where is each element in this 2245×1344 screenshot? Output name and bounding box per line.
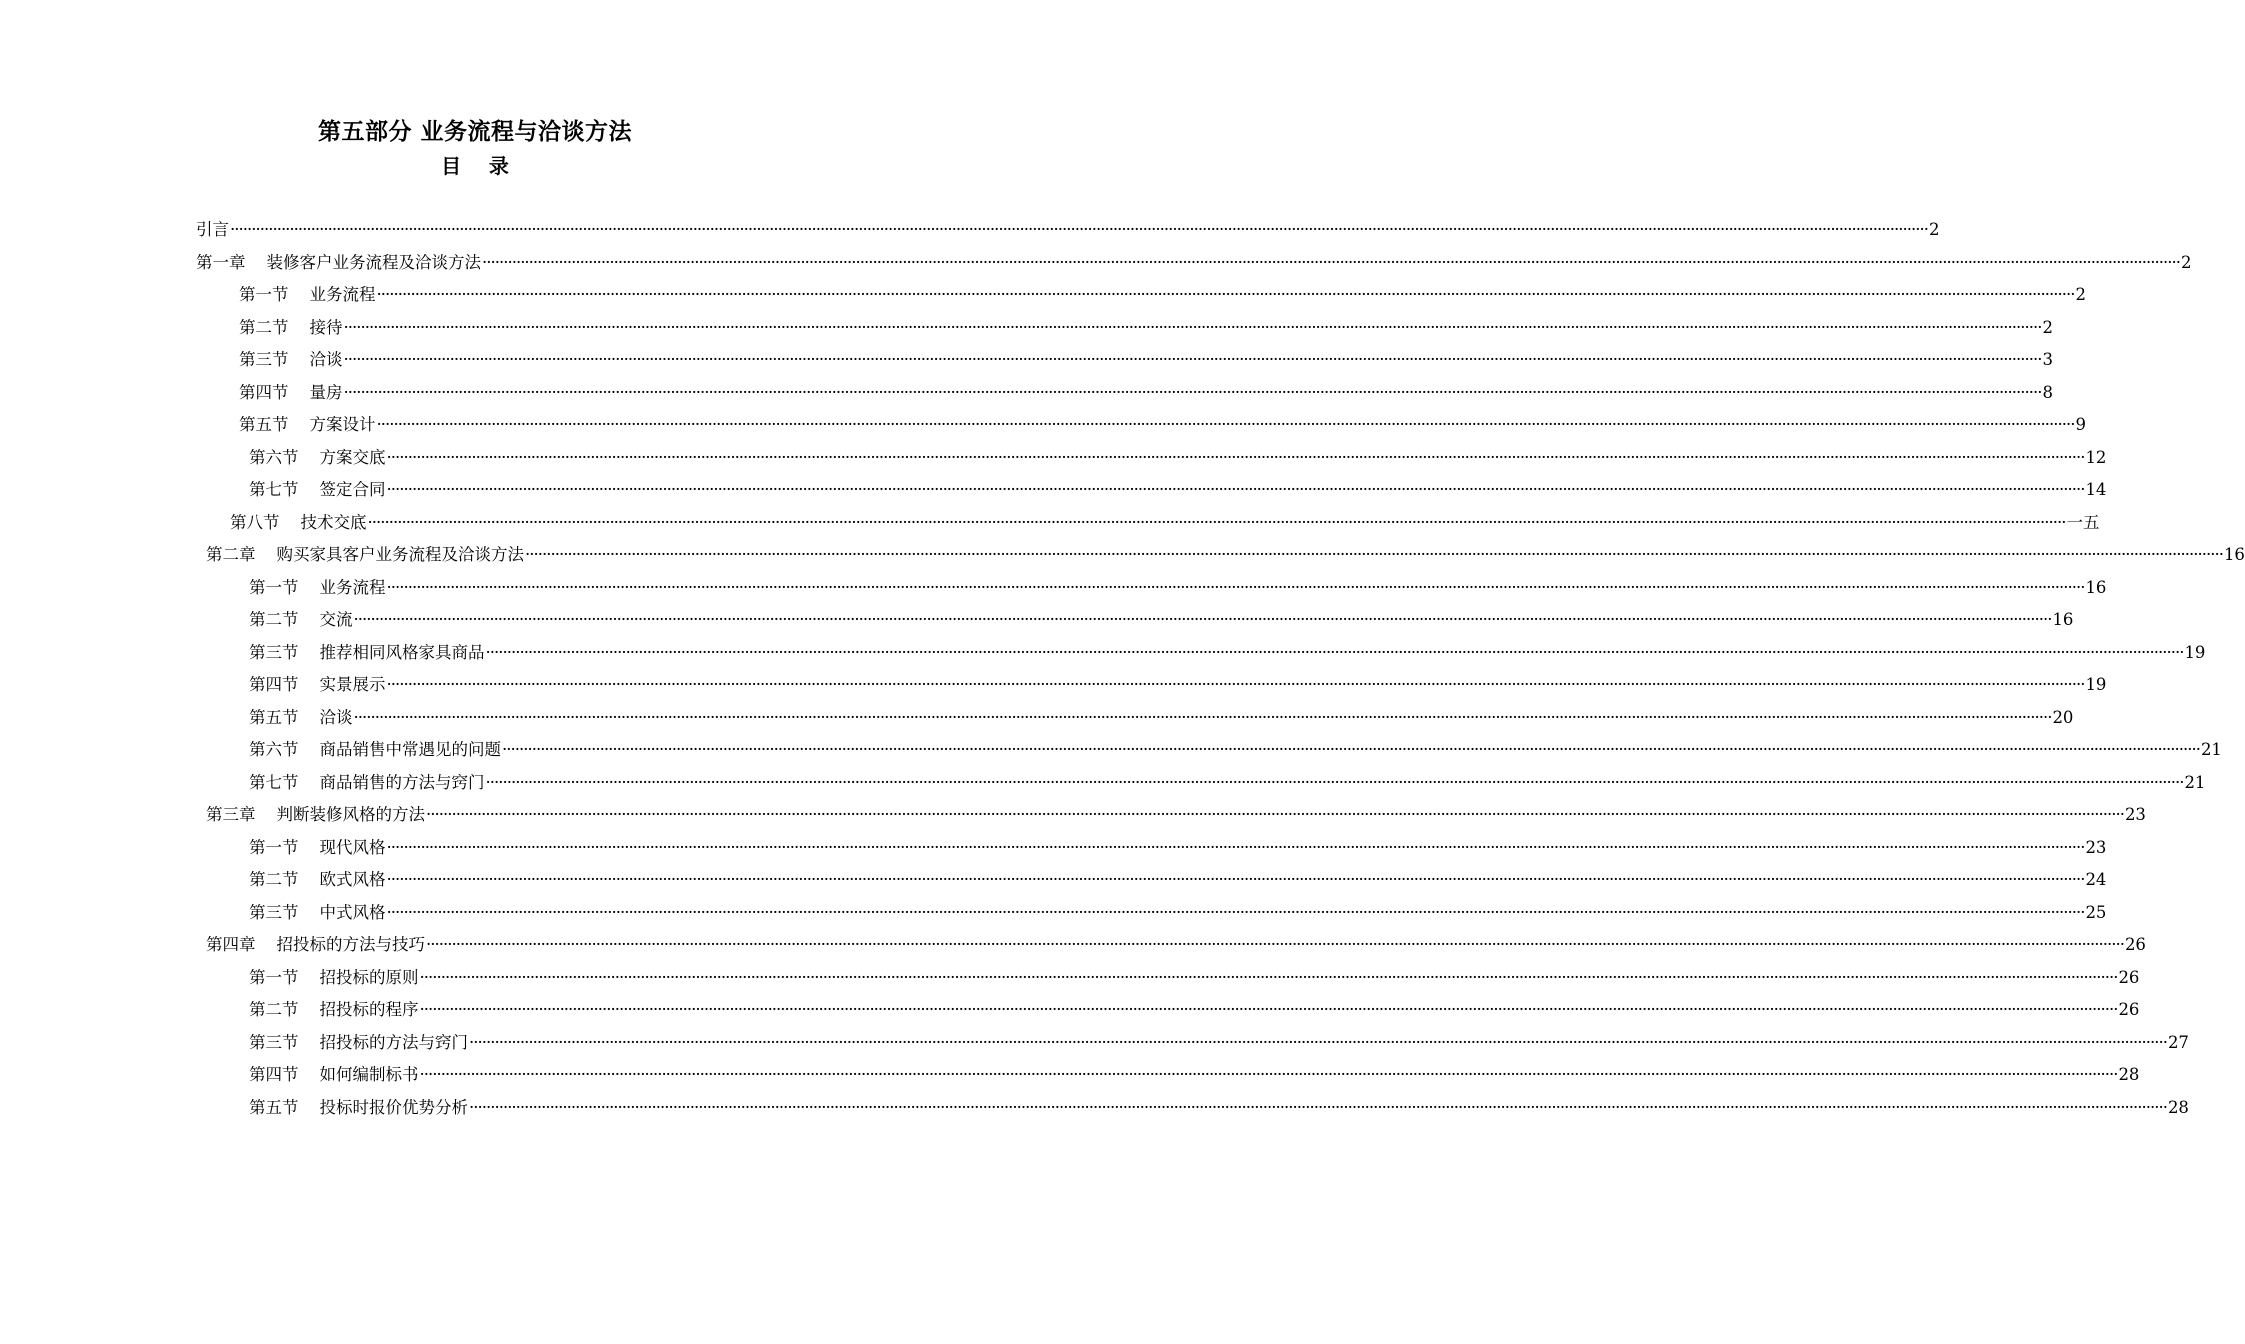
toc-entry[interactable] [206, 929, 2146, 961]
toc-entry-label: 第四节 实景展示 [249, 675, 386, 694]
toc-entry-label: 第二节 招投标的程序 [249, 1000, 419, 1019]
toc-dot-leader: ················································································································································································································································································································································································································ [353, 707, 2052, 727]
toc-heading: 目 录 [441, 154, 509, 178]
toc-entry-label: 第六节 商品销售中常遇见的问题 [249, 740, 501, 759]
toc-entry-label: 第五节 洽谈 [249, 707, 353, 727]
toc-entry-page: 3 [2042, 350, 2053, 369]
toc-entry[interactable] [249, 442, 2107, 474]
toc-entry[interactable] [206, 539, 2245, 571]
toc-dot-leader: ················································································································································································································································································································································································································ [425, 935, 2124, 954]
toc-entry[interactable] [249, 1027, 2189, 1059]
toc-entry-label: 第五节 投标时报价优势分析 [249, 1097, 468, 1117]
toc-dot-leader: ················································································································································································································································································································································································································ [386, 675, 2085, 694]
toc-entry-page: 23 [2124, 805, 2146, 824]
toc-dot-leader: ················································································································································································································································································································································································································ [386, 447, 2085, 467]
toc-entry[interactable] [249, 702, 2074, 734]
toc-entry-label: 第三章 判断装修风格的方法 [206, 805, 425, 824]
toc-dot-leader: ················································································································································································································································································································································································································ [230, 220, 1928, 239]
toc-entry-label: 第二节 欧式风格 [249, 870, 386, 889]
toc-entry-page: 2 [2180, 252, 2192, 272]
toc-entry-page: 26 [2124, 935, 2146, 954]
toc-entry-page: 14 [2085, 480, 2107, 499]
toc-entry-page: 26 [2118, 967, 2140, 987]
toc-dot-leader: ················································································································································································································································································································································································································ [419, 967, 2118, 987]
toc-entry[interactable] [230, 507, 2100, 539]
toc-dot-leader: ················································································································································································································································································································································································································ [367, 512, 2066, 532]
toc-entry[interactable] [249, 604, 2074, 636]
toc-entry-page: 16 [2085, 577, 2107, 597]
toc-dot-leader: ················································································································································································································································································································································································································ [386, 480, 2085, 499]
toc-entry-label: 第八节 技术交底 [230, 512, 367, 532]
toc-entry-page: 25 [2085, 902, 2107, 922]
toc-entry-label: 第一节 招投标的原则 [249, 967, 419, 987]
toc-entry-label: 第三节 推荐相同风格家具商品 [249, 642, 485, 662]
toc-entry[interactable] [206, 799, 2146, 831]
toc-entry-label: 第三节 洽谈 [239, 350, 343, 369]
toc-dot-leader: ················································································································································································································································································································································································································ [481, 252, 2180, 272]
toc-entry-page: 16 [2052, 610, 2074, 629]
toc-entry[interactable] [249, 572, 2107, 604]
toc-entry[interactable] [249, 962, 2140, 994]
toc-dot-leader: ················································································································································································································································································································································································································ [343, 317, 2042, 337]
toc-entry-label: 第六节 方案交底 [249, 447, 386, 467]
toc-dot-leader: ················································································································································································································································································································································································································ [468, 1032, 2167, 1052]
toc-dot-leader: ················································································································································································································································································································································································································ [524, 545, 2223, 564]
toc-dot-leader: ················································································································································································································································································································································································································ [386, 837, 2085, 857]
toc-entry[interactable] [249, 767, 2206, 799]
toc-dot-leader: ················································································································································································································································································································································································································ [386, 902, 2085, 922]
toc-entry[interactable] [239, 409, 2086, 441]
toc-entry-page: 2 [2075, 285, 2086, 304]
toc-entry-page: 2 [2042, 317, 2053, 337]
toc-entry-label: 第七节 商品销售的方法与窍门 [249, 772, 485, 792]
toc-entry[interactable] [239, 279, 2086, 311]
toc-entry-page: 26 [2118, 1000, 2140, 1019]
toc-entry[interactable] [249, 474, 2107, 506]
toc-dot-leader: ················································································································································································································································································································································································································ [386, 870, 2085, 889]
toc-dot-leader: ················································································································································································································································································································································································································ [343, 350, 2042, 369]
toc-entry[interactable] [249, 897, 2107, 929]
toc-entry[interactable] [249, 669, 2107, 701]
toc-entry-page: 一五 [2066, 512, 2100, 532]
toc-entry-label: 第二节 接待 [239, 317, 343, 337]
toc-entry-page: 21 [2184, 772, 2206, 792]
toc-entry[interactable] [249, 734, 2222, 766]
toc-entry[interactable] [239, 344, 2053, 376]
toc-entry-page: 27 [2167, 1032, 2189, 1052]
toc-entry-page: 16 [2223, 545, 2245, 564]
toc-entry-label: 第五节 方案设计 [239, 415, 376, 434]
toc-entry-label: 第一章 装修客户业务流程及洽谈方法 [196, 252, 481, 272]
toc-entry-page: 9 [2075, 415, 2086, 434]
toc-entry[interactable] [249, 994, 2140, 1026]
toc-dot-leader: ················································································································································································································································································································································································································ [419, 1000, 2118, 1019]
toc-dot-leader: ················································································································································································································································································································································································································ [386, 577, 2085, 597]
toc-entry-page: 12 [2085, 447, 2107, 467]
toc-entry-page: 8 [2042, 382, 2053, 402]
toc-entry-page: 19 [2085, 675, 2107, 694]
toc-entry-label: 第三节 中式风格 [249, 902, 386, 922]
toc-entry-page: 28 [2118, 1065, 2140, 1084]
toc-entry-label: 第四节 如何编制标书 [249, 1065, 419, 1084]
toc-entry-page: 20 [2052, 707, 2074, 727]
toc-dot-leader: ················································································································································································································································································································································································································ [485, 772, 2184, 792]
toc-entry[interactable] [196, 247, 2192, 279]
toc-entry-label: 第一节 业务流程 [249, 577, 386, 597]
toc-entry-page: 23 [2085, 837, 2107, 857]
toc-dot-leader: ················································································································································································································································································································································································································ [501, 740, 2200, 759]
toc-dot-leader: ················································································································································································································································································································································································································ [376, 415, 2075, 434]
toc-dot-leader: ················································································································································································································································································································································································································ [425, 805, 2124, 824]
toc-dot-leader: ················································································································································································································································································································································································································ [485, 642, 2184, 662]
toc-dot-leader: ················································································································································································································································································································································································································ [343, 382, 2042, 402]
toc-entry[interactable] [249, 1092, 2189, 1124]
toc-entry-page: 2 [1928, 220, 1940, 239]
toc-entry-page: 28 [2167, 1097, 2189, 1117]
toc-entry[interactable] [239, 312, 2053, 344]
toc-entry-page: 21 [2200, 740, 2222, 759]
toc-entry-label: 第一节 业务流程 [239, 285, 376, 304]
toc-entry-label: 第二节 交流 [249, 610, 353, 629]
toc-entry-label: 第四章 招投标的方法与技巧 [206, 935, 425, 954]
toc-entry[interactable] [249, 637, 2206, 669]
toc-entry[interactable] [249, 832, 2107, 864]
toc-entry-label: 第三节 招投标的方法与窍门 [249, 1032, 468, 1052]
toc-entry-label: 引言 [196, 220, 229, 239]
toc-entry[interactable] [249, 1059, 2140, 1091]
toc-entry-page: 24 [2085, 870, 2107, 889]
toc-entry-label: 第七节 签定合同 [249, 480, 386, 499]
toc-dot-leader: ················································································································································································································································································································································································································ [468, 1097, 2167, 1117]
toc-entry-label: 第一节 现代风格 [249, 837, 386, 857]
toc-entry-page: 19 [2184, 642, 2206, 662]
toc-entry-label: 第四节 量房 [239, 382, 343, 402]
toc-entry[interactable] [239, 377, 2053, 409]
document-title: 第五部分 业务流程与洽谈方法 [317, 119, 632, 145]
toc-dot-leader: ················································································································································································································································································································································································································ [419, 1065, 2118, 1084]
toc-dot-leader: ················································································································································································································································································································································································································ [353, 610, 2052, 629]
toc-entry[interactable] [196, 214, 1940, 246]
toc-dot-leader: ················································································································································································································································································································································································································ [376, 285, 2075, 304]
toc-entry[interactable] [249, 864, 2107, 896]
toc-entry-label: 第二章 购买家具客户业务流程及洽谈方法 [206, 545, 524, 564]
